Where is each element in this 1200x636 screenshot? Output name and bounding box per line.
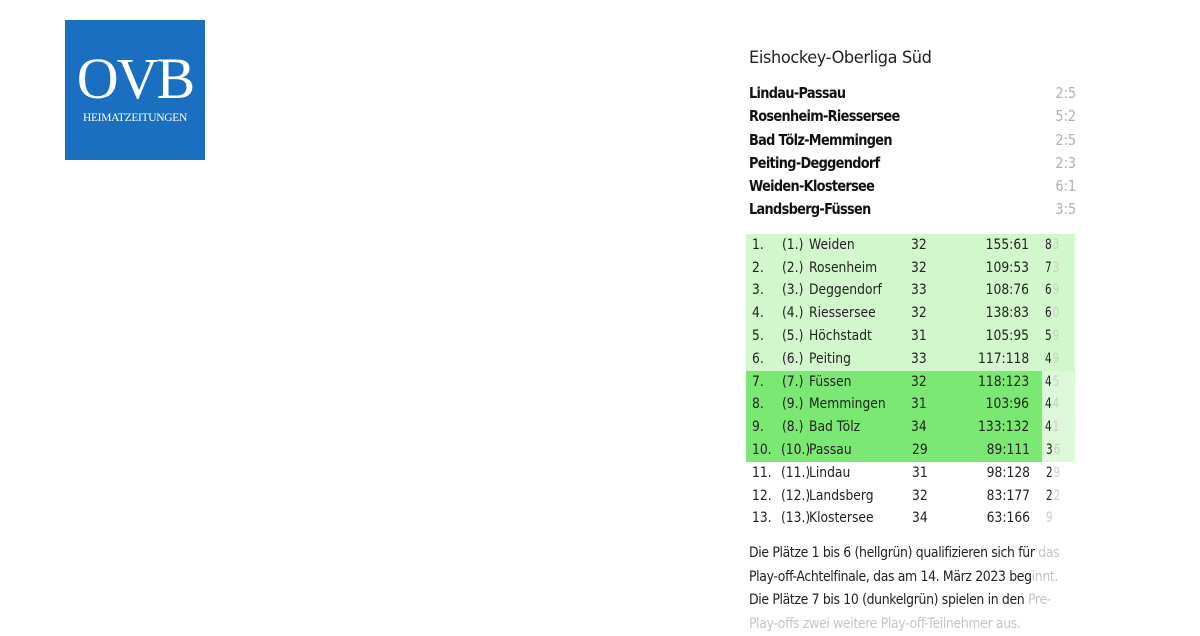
games-played-cell: 31 — [911, 396, 928, 413]
goals-cell: 83:177 — [986, 487, 1030, 504]
goals-cell: 138:83 — [986, 305, 1030, 322]
standings-row — [746, 348, 1075, 371]
team-cell: Weiden — [809, 236, 855, 253]
points-cell: 60 — [1045, 305, 1060, 322]
previous-rank-cell: (6.) — [781, 350, 803, 367]
team-cell: Höchstadt — [809, 327, 872, 344]
goals-cell: 105:95 — [986, 327, 1030, 344]
rank-cell: 12. — [752, 487, 772, 504]
goals-cell: 155:61 — [986, 236, 1030, 253]
match: Lindau-Passau — [749, 84, 846, 102]
previous-rank-cell: (7.) — [781, 373, 803, 390]
previous-rank-cell: (13.) — [781, 510, 811, 527]
team-cell: Lindau — [809, 464, 851, 481]
match: Weiden-Klostersee — [749, 177, 875, 196]
points-cell: 69 — [1045, 282, 1060, 299]
points-cell: 29 — [1045, 464, 1061, 481]
score: 2:3 — [1055, 153, 1076, 172]
game-results — [749, 82, 1076, 222]
goals-cell: 103:96 — [986, 396, 1030, 413]
games-played-cell: 29 — [911, 441, 928, 458]
goals-cell: 63:166 — [986, 510, 1030, 527]
rank-cell: 6. — [752, 350, 764, 367]
goals-cell: 98:128 — [986, 464, 1030, 481]
previous-rank-cell: (11.) — [781, 464, 811, 481]
footnote-line: Play-offs zwei weitere Play-off-Teilnehmer aus. — [749, 615, 1021, 632]
standings-row — [746, 393, 1075, 416]
team-cell: Memmingen — [809, 396, 886, 413]
games-played-cell: 31 — [911, 327, 928, 344]
standings-row — [746, 439, 1075, 462]
game-row — [749, 198, 1076, 221]
previous-rank-cell: (1.) — [781, 236, 803, 253]
previous-rank-cell: (4.) — [781, 305, 803, 322]
team-cell: Deggendorf — [809, 282, 882, 299]
rank-cell: 5. — [752, 327, 764, 344]
previous-rank-cell: (5.) — [781, 327, 803, 344]
team-cell: Füssen — [809, 373, 852, 390]
rank-cell: 13. — [752, 510, 772, 527]
standings-row — [746, 485, 1075, 508]
points-cell: 44 — [1045, 396, 1060, 413]
rank-cell: 2. — [752, 259, 764, 276]
match: Peiting-Deggendorf — [749, 153, 880, 172]
goals-cell: 89:111 — [986, 441, 1030, 458]
points-cell: 73 — [1045, 259, 1060, 276]
standings-table — [746, 234, 1075, 530]
match: Landsberg-Füssen — [749, 200, 871, 219]
previous-rank-cell: (3.) — [781, 282, 803, 299]
rank-cell: 11. — [752, 464, 772, 481]
rank-cell: 3. — [752, 282, 764, 299]
team-cell: Rosenheim — [809, 259, 878, 276]
games-played-cell: 34 — [911, 419, 928, 436]
points-cell: 36 — [1045, 441, 1061, 458]
standings-row — [746, 234, 1075, 257]
game-row — [749, 175, 1076, 198]
game-row — [749, 105, 1076, 128]
previous-rank-cell: (10.) — [781, 441, 811, 458]
rank-cell: 1. — [752, 236, 764, 253]
points-cell: 41 — [1045, 419, 1060, 436]
standings-row — [746, 462, 1075, 485]
footnote — [749, 542, 1076, 636]
game-row — [749, 82, 1076, 105]
points-cell: 83 — [1045, 236, 1060, 253]
games-played-cell: 32 — [911, 305, 928, 322]
games-played-cell: 32 — [911, 259, 928, 276]
points-cell: 59 — [1045, 327, 1060, 344]
standings-row — [746, 279, 1075, 302]
team-cell: Landsberg — [809, 487, 875, 504]
team-cell: Passau — [809, 441, 853, 458]
score: 2:5 — [1055, 84, 1076, 102]
points-cell: 9 — [1045, 510, 1053, 527]
goals-cell: 109:53 — [986, 259, 1030, 276]
ovb-logo[interactable] — [65, 20, 205, 160]
rank-cell: 8. — [752, 396, 764, 413]
games-played-cell: 33 — [911, 282, 928, 299]
previous-rank-cell: (2.) — [781, 259, 803, 276]
score: 3:5 — [1055, 200, 1076, 219]
points-cell: 49 — [1045, 350, 1060, 367]
team-cell: Riessersee — [809, 305, 876, 322]
games-played-cell: 32 — [911, 487, 928, 504]
team-cell: Peiting — [809, 350, 851, 367]
games-played-cell: 31 — [911, 464, 928, 481]
footnote-line: Die Plätze 1 bis 6 (hellgrün) qualifizieren sich für das — [749, 545, 1060, 562]
rank-cell: 9. — [752, 419, 764, 436]
team-cell: Klostersee — [809, 510, 875, 527]
games-played-cell: 33 — [911, 350, 928, 367]
goals-cell: 108:76 — [986, 282, 1030, 299]
standings-row — [746, 371, 1075, 394]
standings-row — [746, 416, 1075, 439]
footnote-line: Play-off-Achtelfinale, das am 14. März 2023 beginnt. — [749, 568, 1059, 585]
standings-row — [746, 257, 1075, 280]
logo-brand: OVB — [76, 46, 194, 111]
points-cell: 45 — [1045, 373, 1060, 390]
game-row — [749, 152, 1076, 175]
points-cell: 22 — [1045, 487, 1061, 504]
match: Bad Tölz-Memmingen — [749, 130, 892, 149]
game-row — [749, 129, 1076, 152]
score: 2:5 — [1055, 130, 1076, 149]
goals-cell: 133:132 — [978, 419, 1030, 436]
logo-tagline: HEIMATZEITUNGEN — [82, 112, 188, 124]
games-played-cell: 32 — [911, 236, 928, 253]
previous-rank-cell: (12.) — [781, 487, 811, 504]
standings-row — [746, 507, 1075, 530]
score: 6:1 — [1055, 177, 1076, 196]
rank-cell: 7. — [752, 373, 764, 390]
games-played-cell: 32 — [911, 373, 928, 390]
goals-cell: 117:118 — [978, 350, 1030, 367]
goals-cell: 118:123 — [978, 373, 1030, 390]
score: 5:2 — [1055, 107, 1076, 126]
league-title: Eishockey-Oberliga Süd — [749, 48, 932, 68]
team-cell: Bad Tölz — [809, 419, 861, 436]
previous-rank-cell: (9.) — [781, 396, 803, 413]
rank-cell: 10. — [752, 441, 772, 458]
previous-rank-cell: (8.) — [781, 419, 803, 436]
standings-row — [746, 302, 1075, 325]
standings-panel — [749, 48, 1076, 636]
match: Rosenheim-Riessersee — [749, 107, 900, 126]
rank-cell: 4. — [752, 305, 764, 322]
standings-row — [746, 325, 1075, 348]
games-played-cell: 34 — [911, 510, 928, 527]
footnote-line: Die Plätze 7 bis 10 (dunkelgrün) spielen in den Pre- — [749, 592, 1051, 609]
